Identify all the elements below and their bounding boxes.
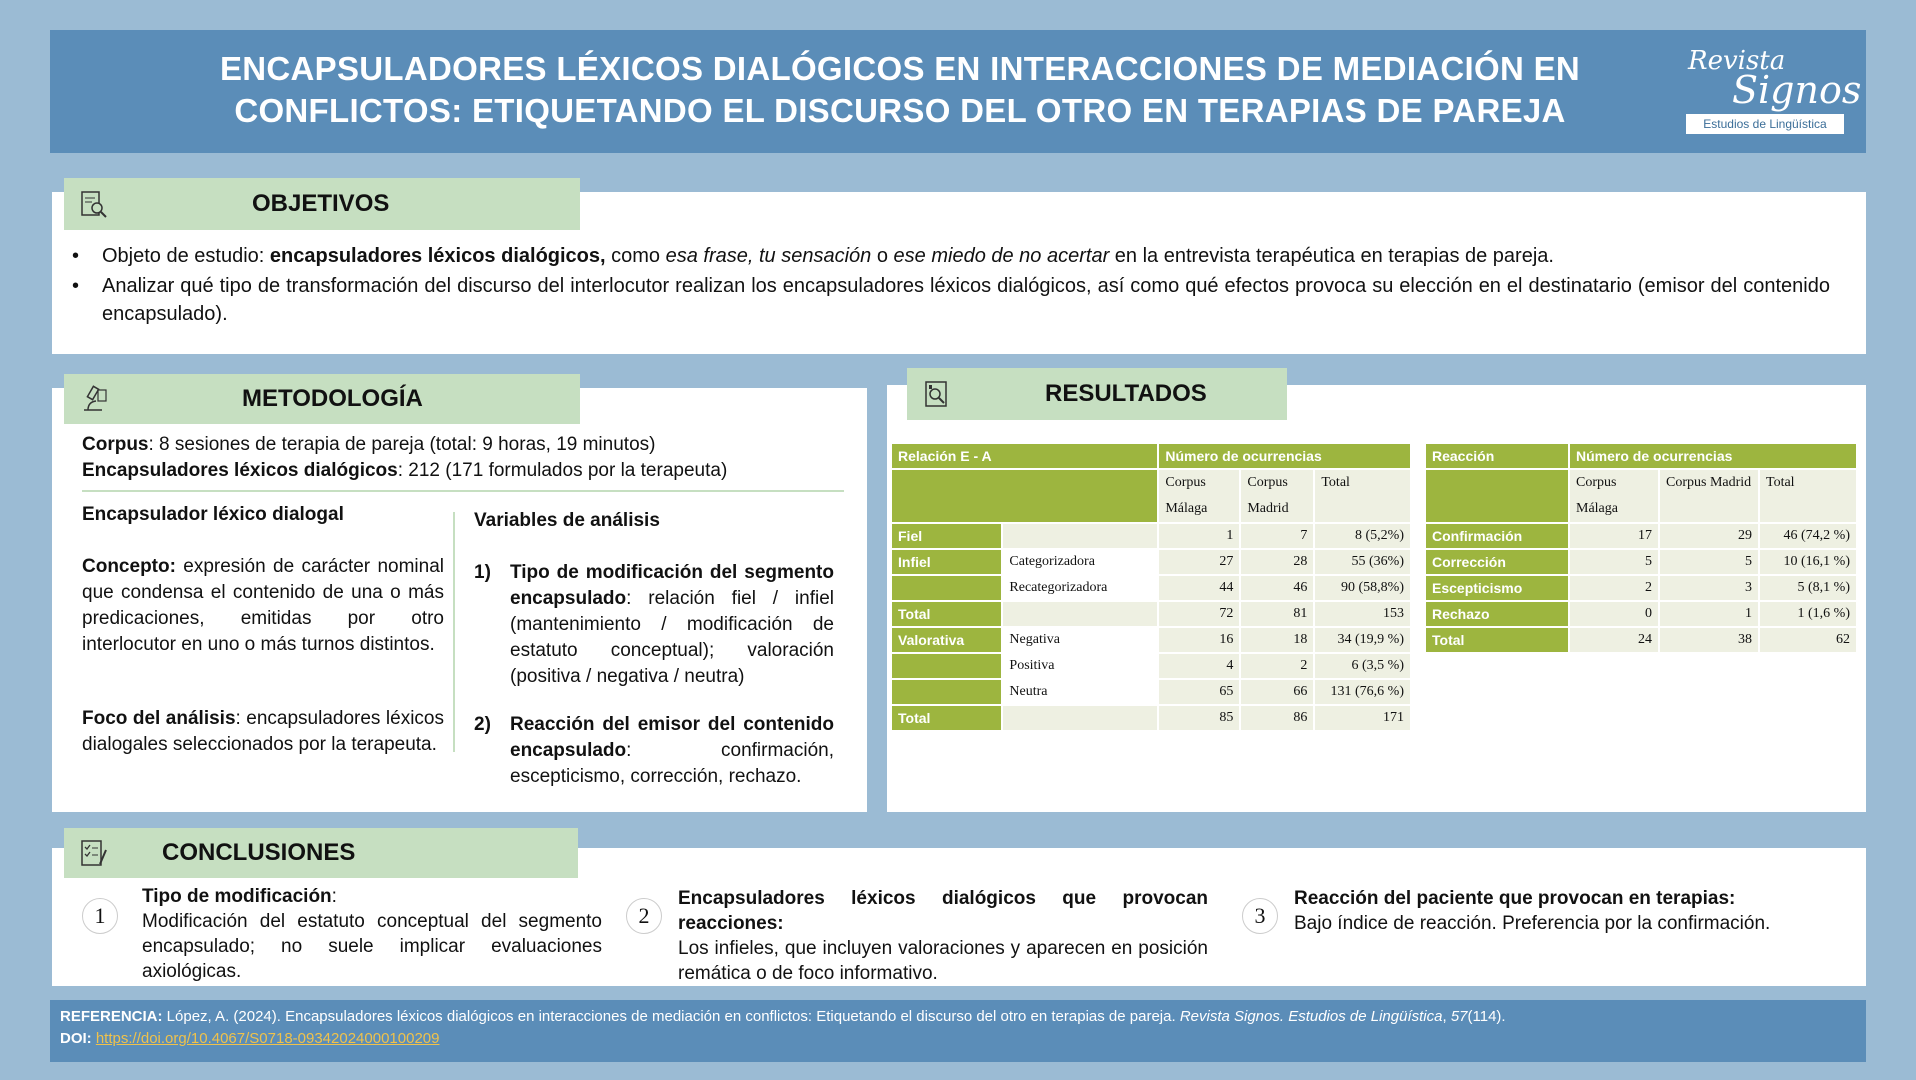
table1-row-malaga: 85	[1159, 706, 1239, 730]
table2-col-madrid: Corpus Madrid	[1660, 470, 1758, 522]
foco-block	[82, 706, 444, 758]
table1-row-madrid: 2	[1241, 654, 1313, 678]
conclusiones-heading: CONCLUSIONES	[162, 839, 356, 866]
table1-row	[892, 602, 1410, 626]
corpus-text: : 8 sesiones de terapia de pareja (total: 9 horas, 19 minutos)	[148, 434, 656, 455]
table2-row-label: Corrección	[1426, 550, 1568, 574]
table1-row-sublabel	[1003, 524, 1157, 548]
metodologia-tab	[64, 374, 580, 424]
table2-row-malaga: 24	[1570, 628, 1658, 652]
conclusion-1-number: 1	[82, 898, 118, 934]
table1-row	[892, 576, 1410, 600]
variables-title	[474, 508, 834, 534]
header-banner	[50, 30, 1866, 153]
table1-row-total: 34 (19,9 %)	[1315, 628, 1410, 652]
table1-row-label: Fiel	[892, 524, 1001, 548]
table1-row-label	[892, 680, 1001, 704]
variable-1-number: 1)	[474, 562, 491, 583]
table2-row-madrid: 29	[1660, 524, 1758, 548]
logo-signos: Signos	[1732, 68, 1862, 112]
table2-row-total: 5 (8,1 %)	[1760, 576, 1856, 600]
doi-line	[60, 1030, 439, 1047]
variables-title-text: Variables de análisis	[474, 510, 660, 531]
table1-row	[892, 654, 1410, 678]
table1-header-relacion: Relación E - A	[892, 444, 1157, 468]
table1-row-madrid: 81	[1241, 602, 1313, 626]
table2-row	[1426, 550, 1856, 574]
table1-row	[892, 550, 1410, 574]
encapsuladores-label: Encapsuladores léxicos dialógicos	[82, 460, 398, 481]
objetivo-item-1	[70, 242, 1830, 270]
table1-row-sublabel: Recategorizadora	[1003, 576, 1157, 600]
table1-row-madrid: 86	[1241, 706, 1313, 730]
conclusion-1	[142, 884, 602, 984]
table1-row-label: Total	[892, 602, 1001, 626]
table2-row-madrid: 38	[1660, 628, 1758, 652]
variable-1-text: : relación fiel / infiel (mantenimiento / modificación de estatuto conceptual); valoración (positiva / negativa / neutra)	[510, 588, 834, 687]
table1-body	[892, 524, 1410, 730]
document-search-icon	[78, 189, 108, 219]
objetivo-1-italic-b: ese miedo de no acertar	[893, 245, 1110, 267]
table1-row-sublabel	[1003, 602, 1157, 626]
encapsuladores-line	[82, 458, 862, 484]
variable-2-number: 2)	[474, 714, 491, 735]
table1-row-label	[892, 654, 1001, 678]
conclusion-1-title: Tipo de modificación	[142, 886, 332, 907]
checklist-icon	[78, 838, 108, 868]
conclusion-2-number: 2	[626, 898, 662, 934]
table1-row-label	[892, 576, 1001, 600]
table2-row-label: Escepticismo	[1426, 576, 1568, 600]
table2-row-total: 1 (1,6 %)	[1760, 602, 1856, 626]
table2-row-total: 62	[1760, 628, 1856, 652]
table2-row	[1426, 628, 1856, 652]
table1-row-label: Total	[892, 706, 1001, 730]
table2-header-ocurrencias: Número de ocurrencias	[1570, 444, 1856, 468]
variable-2-label: Reacción del emisor del contenido encapsulado	[510, 714, 834, 761]
encapsuladores-text: : 212 (171 formulados por la terapeuta)	[397, 460, 728, 481]
corpus-line	[82, 432, 862, 458]
table2-row-malaga: 17	[1570, 524, 1658, 548]
table1-row-malaga: 16	[1159, 628, 1239, 652]
doi-link[interactable]: https://doi.org/10.4067/S0718-09342024000100209	[95, 1030, 440, 1047]
reference-line	[60, 1008, 1860, 1025]
table-reaccion	[1424, 442, 1858, 654]
table2-row	[1426, 602, 1856, 626]
table1-row	[892, 524, 1410, 548]
table2-row-total: 10 (16,1 %)	[1760, 550, 1856, 574]
table2-row-madrid: 5	[1660, 550, 1758, 574]
conclusion-3-number: 3	[1242, 898, 1278, 934]
table1-col-madrid: Corpus Madrid	[1241, 470, 1313, 522]
table1-row-sublabel	[1003, 706, 1157, 730]
table1-row-malaga: 44	[1159, 576, 1239, 600]
table1-row-madrid: 18	[1241, 628, 1313, 652]
objetivos-heading: OBJETIVOS	[252, 190, 390, 217]
table1-row	[892, 680, 1410, 704]
resultados-heading: RESULTADOS	[1045, 380, 1207, 407]
divider	[82, 490, 844, 492]
table2-row	[1426, 576, 1856, 600]
reference-journal: Revista Signos. Estudios de Lingüística	[1179, 1008, 1443, 1025]
table1-row-sublabel: Positiva	[1003, 654, 1157, 678]
table2-row-madrid: 1	[1660, 602, 1758, 626]
conclusion-3-text: Bajo índice de reacción. Preferencia por la confirmación.	[1294, 913, 1771, 934]
table1-row-label: Infiel	[892, 550, 1001, 574]
table2-header-reaccion: Reacción	[1426, 444, 1568, 468]
corpus-label: Corpus	[82, 434, 149, 455]
table1-row-total: 153	[1315, 602, 1410, 626]
objetivo-1-text-c: o	[871, 245, 894, 267]
variable-2	[510, 712, 834, 790]
footer-reference	[50, 1000, 1866, 1062]
table1-row-sublabel: Categorizadora	[1003, 550, 1157, 574]
table2-body	[1426, 524, 1856, 652]
table1-row-sublabel: Neutra	[1003, 680, 1157, 704]
objetivos-list	[70, 242, 1830, 330]
table1-row-malaga: 1	[1159, 524, 1239, 548]
conclusion-2-text: Los infieles, que incluyen valoraciones y aparecen en posición remática o de foco informativo.	[678, 938, 1208, 984]
table1-row-madrid: 7	[1241, 524, 1313, 548]
reference-label: REFERENCIA:	[60, 1008, 163, 1025]
reference-comma: ,	[1442, 1008, 1451, 1025]
encapsulador-title	[82, 502, 442, 528]
table1-row-malaga: 72	[1159, 602, 1239, 626]
table1-row-sublabel: Negativa	[1003, 628, 1157, 652]
objetivos-tab	[64, 178, 580, 230]
conclusion-1-text: Modificación del estatuto conceptual del segmento encapsulado; no suele implicar evaluaciones axiológicas.	[142, 911, 602, 982]
microscope-icon	[78, 384, 108, 414]
resultados-tab	[907, 368, 1287, 420]
reference-volume: 57	[1450, 1008, 1468, 1025]
table1-col-total: Total	[1315, 470, 1410, 522]
conclusion-2	[678, 886, 1208, 986]
logo-revista: Revista	[1688, 46, 1786, 76]
logo-subtitle: Estudios de Lingüística	[1686, 114, 1844, 134]
report-chart-icon	[921, 379, 951, 409]
table1-row-total: 55 (36%)	[1315, 550, 1410, 574]
conclusion-3-title: Reacción del paciente que provocan en terapias:	[1294, 888, 1736, 909]
table2-header-empty	[1426, 470, 1568, 522]
table2-row-total: 46 (74,2 %)	[1760, 524, 1856, 548]
title-line-2: CONFLICTOS: ETIQUETANDO EL DISCURSO DEL OTRO EN TERAPIAS DE PAREJA	[234, 92, 1566, 129]
table1-row-label: Valorativa	[892, 628, 1001, 652]
table1-row-total: 90 (58,8%)	[1315, 576, 1410, 600]
metodologia-heading: METODOLOGÍA	[242, 385, 423, 412]
table1-row-total: 8 (5,2%)	[1315, 524, 1410, 548]
objetivo-1-text-b: como	[605, 245, 666, 267]
foco-label: Foco del análisis	[82, 708, 236, 729]
objetivo-1-text: Objeto de estudio:	[102, 245, 270, 267]
reference-issue: (114).	[1467, 1008, 1506, 1025]
table2-row-malaga: 5	[1570, 550, 1658, 574]
table1-row-malaga: 65	[1159, 680, 1239, 704]
encapsulador-title-text: Encapsulador léxico dialogal	[82, 504, 344, 525]
table1-row-total: 6 (3,5 %)	[1315, 654, 1410, 678]
table1-row-total: 171	[1315, 706, 1410, 730]
table-relacion	[890, 442, 1412, 732]
table1-header-empty	[892, 470, 1157, 522]
foco-text: : encapsuladores léxicos dialogales seleccionados por la terapeuta.	[82, 708, 444, 755]
concepto-label: Concepto:	[82, 556, 176, 577]
concepto-block	[82, 554, 444, 658]
table1-row	[892, 706, 1410, 730]
column-divider	[453, 512, 455, 752]
table2-col-total: Total	[1760, 470, 1856, 522]
table1-row-madrid: 46	[1241, 576, 1313, 600]
table2-row-label: Rechazo	[1426, 602, 1568, 626]
reference-text: López, A. (2024). Encapsuladores léxicos dialógicos en interacciones de mediación en conflictos: Etiquetando el discurso del otro en terapias de pareja.	[162, 1008, 1180, 1025]
objetivo-1-italic-a: esa frase, tu sensación	[665, 245, 872, 267]
table2-row-label: Confirmación	[1426, 524, 1568, 548]
table1-header-ocurrencias: Número de ocurrencias	[1159, 444, 1410, 468]
doi-label: DOI:	[60, 1030, 92, 1047]
table2-row-label: Total	[1426, 628, 1568, 652]
poster-title	[140, 48, 1660, 132]
concepto-text: expresión de carácter nominal que condensa el contenido de una o más predicaciones, emitidas por otro interlocutor en uno o más turnos distintos.	[82, 556, 444, 655]
table2-row-madrid: 3	[1660, 576, 1758, 600]
conclusion-3	[1294, 886, 1834, 936]
objetivo-1-bold: encapsuladores léxicos dialógicos,	[269, 245, 606, 267]
conclusion-1-title-suffix: :	[331, 886, 337, 907]
table2-col-malaga: Corpus Málaga	[1570, 470, 1658, 522]
variable-1	[510, 560, 834, 690]
table2-row	[1426, 524, 1856, 548]
conclusion-2-title: Encapsuladores léxicos dialógicos que provocan reacciones:	[678, 888, 1208, 934]
title-line-1: ENCAPSULADORES LÉXICOS DIALÓGICOS EN INTERACCIONES DE MEDIACIÓN EN	[219, 50, 1581, 87]
variable-1-label: Tipo de modificación del segmento encapsulado	[510, 562, 834, 609]
table2-row-malaga: 2	[1570, 576, 1658, 600]
variable-2-text: : confirmación, escepticismo, corrección, rechazo.	[510, 740, 834, 787]
table1-row-total: 131 (76,6 %)	[1315, 680, 1410, 704]
objetivo-item-2: • Analizar qué tipo de transformación del discurso del interlocutor realizan los encapsuladores léxicos dialógicos, así como qué efectos provoca su elección en el destinatario (emisor del contenido encapsulado).	[70, 272, 1830, 328]
table1-row-madrid: 66	[1241, 680, 1313, 704]
objetivo-1-text-d: en la entrevista terapéutica en terapias de pareja.	[1109, 245, 1554, 267]
table1-row	[892, 628, 1410, 652]
table1-row-madrid: 28	[1241, 550, 1313, 574]
table2-row-malaga: 0	[1570, 602, 1658, 626]
table1-row-malaga: 27	[1159, 550, 1239, 574]
conclusiones-tab	[64, 828, 578, 878]
table1-row-malaga: 4	[1159, 654, 1239, 678]
table1-col-malaga: Corpus Málaga	[1159, 470, 1239, 522]
journal-logo	[1682, 46, 1862, 142]
